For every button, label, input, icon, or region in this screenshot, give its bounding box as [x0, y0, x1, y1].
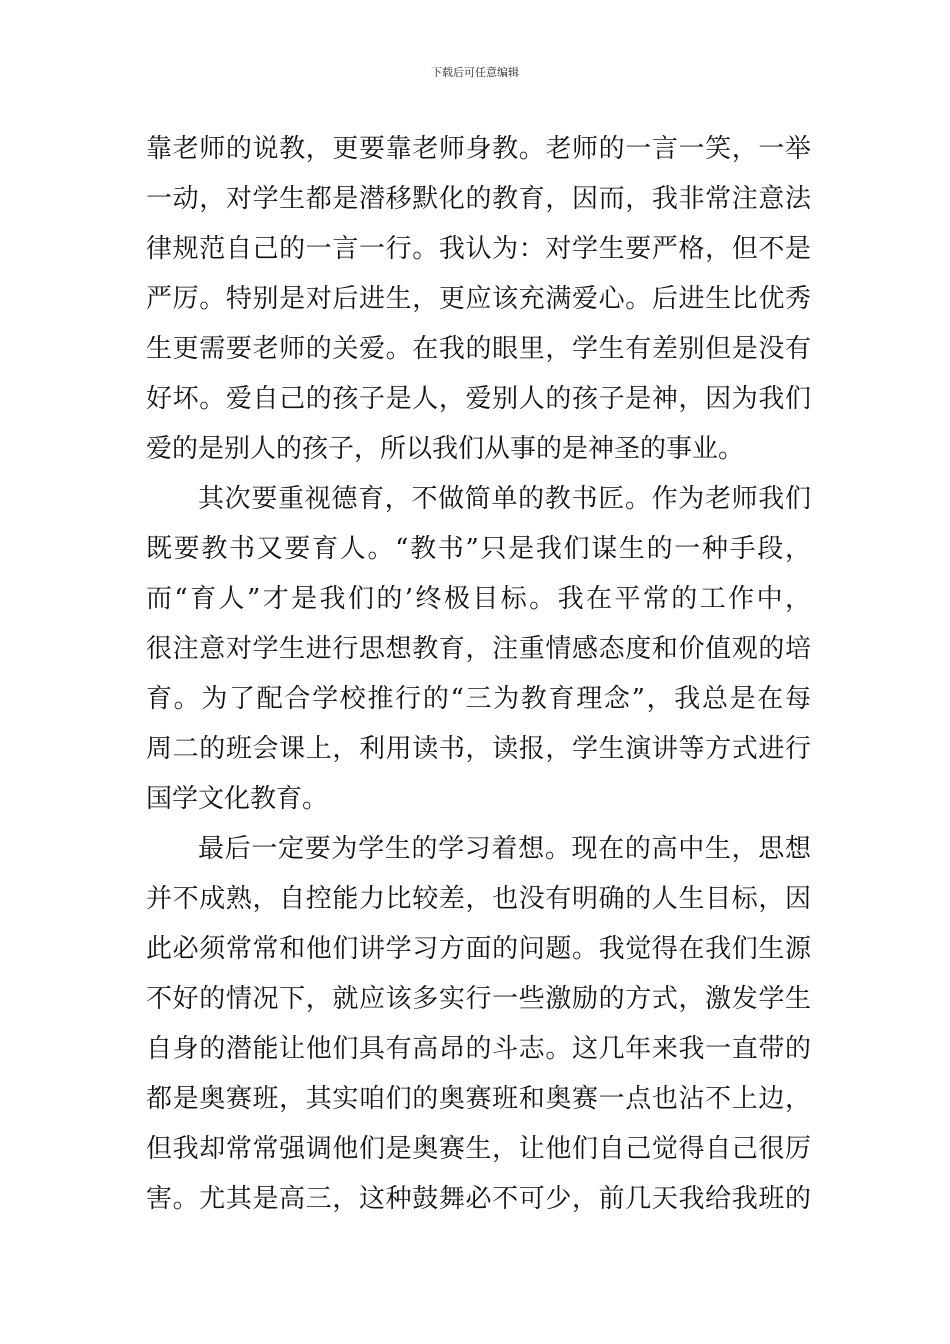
document-body	[146, 124, 811, 1224]
paragraph-line: 周二的班会课上，利用读书，读报，学生演讲等方式进行	[146, 734, 811, 764]
paragraph-line: 但我却常常强调他们是奥赛生，让他们自己觉得自己很厉	[146, 1134, 811, 1164]
paragraph-line: 既要教书又要育人。“教书”只是我们谋生的一种手段，	[146, 534, 811, 564]
paragraph-line: 害。尤其是高三，这种鼓舞必不可少，前几天我给我班的	[146, 1184, 811, 1214]
paragraph-line: 律规范自己的一言一行。我认为：对学生要严格，但不是	[146, 234, 811, 264]
paragraph-line: 其次要重视德育，不做简单的教书匠。作为老师我们	[198, 484, 811, 514]
paragraph-line: 靠老师的说教，更要靠老师身教。老师的一言一笑，一举	[146, 134, 811, 164]
paragraph-line: 育。为了配合学校推行的“三为教育理念”，我总是在每	[146, 684, 811, 714]
paragraph-line: 国学文化教育。	[146, 784, 329, 814]
paragraph-line: 很注意对学生进行思想教育，注重情感态度和价值观的培	[146, 634, 811, 664]
paragraph-line: 此必须常常和他们讲学习方面的问题。我觉得在我们生源	[146, 934, 811, 964]
paragraph-line: 并不成熟，自控能力比较差，也没有明确的人生目标，因	[146, 884, 811, 914]
paragraph-line: 不好的情况下，就应该多实行一些激励的方式，激发学生	[146, 984, 811, 1014]
page-header: 下载后可任意编辑	[431, 66, 519, 79]
paragraph-line: 爱的是别人的孩子，所以我们从事的是神圣的事业。	[146, 434, 745, 464]
paragraph-line: 生更需要老师的关爱。在我的眼里，学生有差别但是没有	[146, 334, 811, 364]
paragraph-line: 好坏。爱自己的孩子是人，爱别人的孩子是神，因为我们	[146, 384, 811, 414]
paragraph-line: 自身的潜能让他们具有高昂的斗志。这几年来我一直带的	[146, 1034, 811, 1064]
paragraph-line: 严厉。特别是对后进生，更应该充满爱心。后进生比优秀	[146, 284, 811, 314]
paragraph-line: 都是奥赛班，其实咱们的奥赛班和奥赛一点也沾不上边，	[146, 1084, 811, 1114]
paragraph-line: 最后一定要为学生的学习着想。现在的高中生，思想	[198, 834, 811, 864]
paragraph-line: 一动，对学生都是潜移默化的教育，因而，我非常注意法	[146, 184, 811, 214]
paragraph-line: 而“育人”才是我们的’终极目标。我在平常的工作中，	[146, 584, 811, 614]
